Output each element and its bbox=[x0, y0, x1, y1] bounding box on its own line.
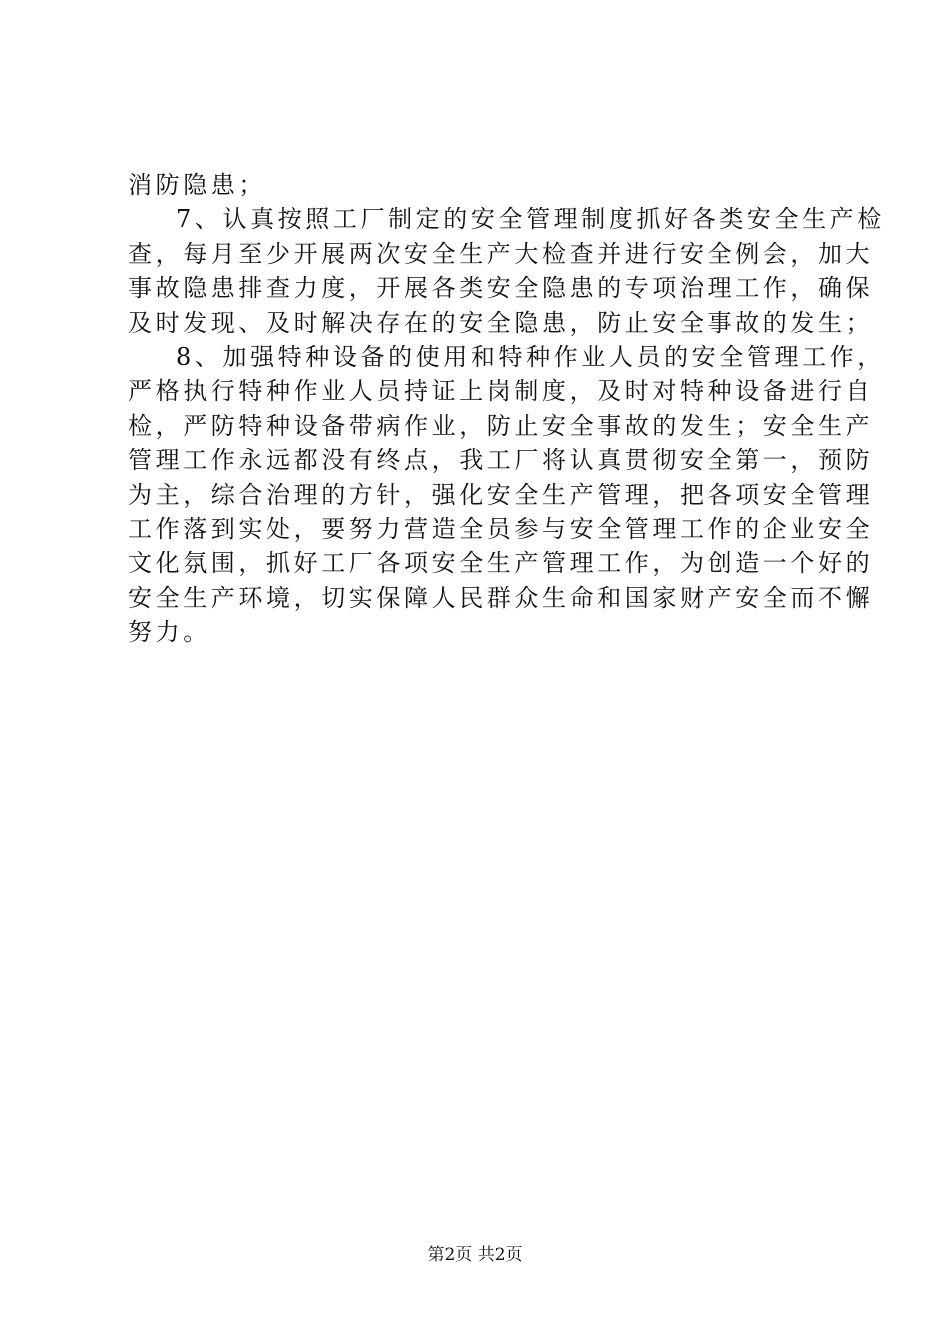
text-line: 为主，综合治理的方针，强化安全生产管理，把各项安全管理 bbox=[128, 480, 874, 509]
text-line: 查，每月至少开展两次安全生产大检查并进行安全例会，加大 bbox=[128, 239, 874, 268]
text-line: 安全生产环境，切实保障人民群众生命和国家财产安全而不懈 bbox=[128, 583, 874, 612]
text-line: 努力。 bbox=[128, 618, 211, 647]
text-line: 消防隐患； bbox=[128, 171, 266, 199]
paragraph-item-8-line: 8、加强特种设备的使用和特种作业人员的安全管理工作， bbox=[176, 342, 885, 371]
text-line: 检，严防特种设备带病作业，防止安全事故的发生；安全生产 bbox=[128, 411, 874, 440]
text-line: 工作落到实处，要努力营造全员参与安全管理工作的企业安全 bbox=[128, 514, 874, 543]
text-line: 严格执行特种作业人员持证上岗制度，及时对特种设备进行自 bbox=[128, 377, 874, 406]
text-line: 事故隐患排查力度，开展各类安全隐患的专项治理工作，确保 bbox=[128, 274, 874, 303]
text-line: 及时发现、及时解决存在的安全隐患，防止安全事故的发生； bbox=[128, 308, 874, 337]
text-line: 管理工作永远都没有终点，我工厂将认真贯彻安全第一，预防 bbox=[128, 446, 874, 475]
text-line: 文化氛围，抓好工厂各项安全生产管理工作，为创造一个好的 bbox=[128, 549, 874, 578]
document-body bbox=[128, 168, 885, 649]
paragraph-item-7-line: 7、认真按照工厂制定的安全管理制度抓好各类安全生产检 bbox=[176, 205, 885, 234]
page-number-footer: 第2页 共2页 bbox=[427, 1245, 523, 1265]
